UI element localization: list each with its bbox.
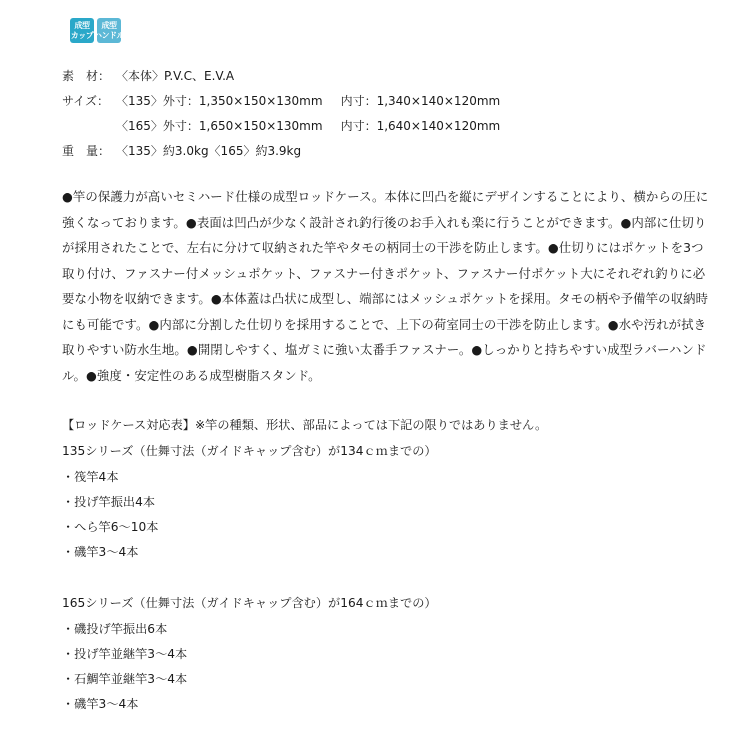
molded-cup-badge-line1: 成型 — [74, 20, 90, 30]
weight-value: 〈135〉約3.0kg〈165〉約3.9kg — [116, 144, 302, 158]
molded-handle-badge-line2: ハンドル — [94, 30, 124, 40]
series-135-item: ・へら竿6～10本 — [62, 520, 159, 534]
size-135-inner: 内寸：1,340×140×120mm — [340, 94, 501, 108]
weight-label: 重 量： — [62, 144, 111, 158]
molded-handle-badge — [94, 18, 124, 43]
material-value: 〈本体〉P.V.C、E.V.A — [116, 69, 235, 83]
material-label: 素 材： — [62, 69, 111, 83]
molded-handle-badge-line1: 成型 — [101, 20, 117, 30]
series-165-item: ・磯竿3～4本 — [62, 697, 139, 711]
series-135-item: ・投げ竿振出4本 — [62, 495, 156, 509]
series-135-item: ・磯竿3～4本 — [62, 545, 139, 559]
spec-weight — [62, 143, 301, 159]
series-165-item: ・投げ竿並継竿3～4本 — [62, 647, 188, 661]
molded-cup-badge — [70, 18, 94, 43]
size-label: サイズ： — [62, 94, 110, 108]
size-135-outer: 〈135〉外寸：1,350×150×130mm — [116, 94, 323, 108]
size-165-outer: 〈165〉外寸：1,650×150×130mm — [116, 119, 323, 133]
molded-cup-badge-line2: カップ — [70, 30, 94, 40]
size-165-inner: 内寸：1,640×140×120mm — [340, 119, 501, 133]
series-165-item: ・磯投げ竿振出6本 — [62, 622, 168, 636]
series-165-item: ・石鯛竿並継竿3～4本 — [62, 672, 188, 686]
product-description: ●竿の保護力が高いセミハード仕様の成型ロッドケース。本体に凹凸を縦にデザインすることにより、横からの圧に強くなっております。●表面は凹凸が少なく設計され釣行後のお手入れも楽に行うことができます。●内部に仕切りが採用されたことで、左右に分けて収納された竿やタモの柄同士の干渉を防止します。●仕切りにはポケットを3つ取り付け、ファスナー付メッシュポケット、ファスナー付きポケット、ファスナー付ポケット大にそれぞれ釣りに必要な小物を収納できます。●本体蓋は凸状に成型し、端部にはメッシュポケットを採用。タモの柄や予備竿の収納時にも可能です。●内部に分割した仕切りを採用することで、上下の荷室同士の干渉を防止します。●水や汚れが拭き取りやすい防水生地。●開閉しやすく、塩ガミに強い太番手ファスナー。●しっかりと持ちやすい成型ラバーハンドル。●強度・安定性のある成型樹脂スタンド。 — [62, 189, 709, 383]
spec-material — [62, 68, 234, 84]
series-135-item: ・筏竿4本 — [62, 470, 119, 484]
spec-size-135 — [62, 93, 500, 109]
feature-badges — [70, 18, 124, 43]
spec-size-165 — [62, 118, 500, 134]
series-165-title: 165シリーズ（仕舞寸法（ガイドキャップ含む）が164ｃｍまでの） — [62, 596, 437, 610]
series-135-title: 135シリーズ（仕舞寸法（ガイドキャップ含む）が134ｃｍまでの） — [62, 444, 437, 458]
compat-heading: 【ロッドケース対応表】※竿の種類、形状、部品によっては下記の限りではありません。 — [62, 418, 548, 432]
